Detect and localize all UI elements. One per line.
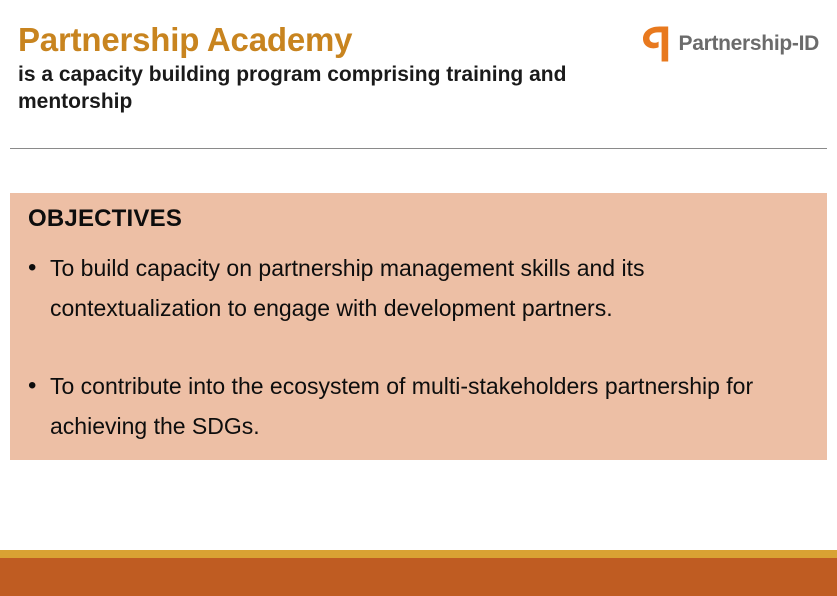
objectives-list [24,248,814,446]
title-block [18,22,658,115]
partnership-id-swirl-icon [639,24,673,64]
objectives-heading: OBJECTIVES [28,205,183,232]
bullet-icon: • [28,372,37,399]
list-item-text: To build capacity on partnership management skills and its contextualization to engage with development partners. [50,255,645,321]
bullet-icon: • [28,254,37,281]
page-subtitle: is a capacity building program comprising training and mentorship [18,62,567,113]
footer-bar [0,558,837,596]
objectives-panel [10,193,827,460]
list-item [24,366,814,446]
list-item-text: To contribute into the ecosystem of multi-stakeholders partnership for achieving the SDGs. [50,373,754,439]
header-divider [10,148,827,149]
footer-accent-bar [0,550,837,558]
logo [639,24,820,64]
logo-text: Partnership-ID [678,32,819,55]
slide-header [0,0,837,150]
list-item [24,248,814,328]
page-title: Partnership Academy [18,21,353,58]
